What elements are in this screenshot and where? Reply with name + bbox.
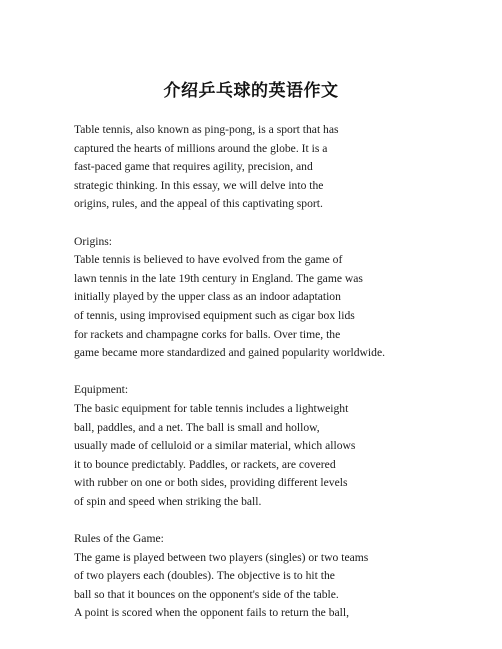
equipment-section: [74, 381, 444, 511]
intro-paragraph: [74, 121, 444, 214]
text-line: usually made of celluloid or a similar material, which allows: [74, 439, 356, 453]
text-line: for rackets and champagne corks for balls. Over time, the: [74, 327, 341, 341]
text-line: strategic thinking. In this essay, we will delve into the: [74, 178, 324, 192]
text-line: Table tennis is believed to have evolved from the game of: [74, 253, 343, 267]
rules-section: [74, 530, 444, 623]
paragraph-spacer: [74, 363, 444, 382]
text-line: ball so that it bounces on the opponent's side of the table.: [74, 587, 339, 601]
text-line: it to bounce predictably. Paddles, or rackets, are covered: [74, 457, 336, 471]
section-heading: Rules of the Game:: [74, 532, 164, 546]
text-line: lawn tennis in the late 19th century in England. The game was: [74, 271, 363, 285]
document-title: 介绍乒乓球的英语作文: [163, 81, 339, 101]
text-line: of tennis, using improvised equipment such as cigar box lids: [74, 308, 355, 322]
text-line: ball, paddles, and a net. The ball is small and hollow,: [74, 420, 320, 434]
text-line: initially played by the upper class as an indoor adaptation: [74, 290, 341, 304]
document-body: [74, 121, 444, 623]
text-line: fast-paced game that requires agility, precision, and: [74, 160, 313, 174]
text-line: game became more standardized and gained popularity worldwide.: [74, 346, 385, 360]
section-heading: Origins:: [74, 234, 113, 248]
text-line: Table tennis, also known as ping-pong, is a sport that has: [74, 123, 339, 136]
text-line: captured the hearts of millions around the globe. It is a: [74, 141, 328, 155]
text-line: The basic equipment for table tennis includes a lightweight: [74, 401, 349, 415]
paragraph-spacer: [74, 511, 444, 530]
text-line: The game is played between two players (singles) or two teams: [74, 550, 369, 564]
text-line: origins, rules, and the appeal of this captivating sport.: [74, 197, 323, 211]
section-heading: Equipment:: [74, 383, 129, 397]
paragraph-spacer: [74, 214, 444, 233]
text-line: with rubber on one or both sides, providing different levels: [74, 476, 348, 490]
text-line: A point is scored when the opponent fails to return the ball,: [74, 606, 349, 620]
text-line: of two players each (doubles). The objective is to hit the: [74, 569, 335, 583]
text-line: of spin and speed when striking the ball.: [74, 494, 262, 508]
origins-section: [74, 233, 444, 363]
